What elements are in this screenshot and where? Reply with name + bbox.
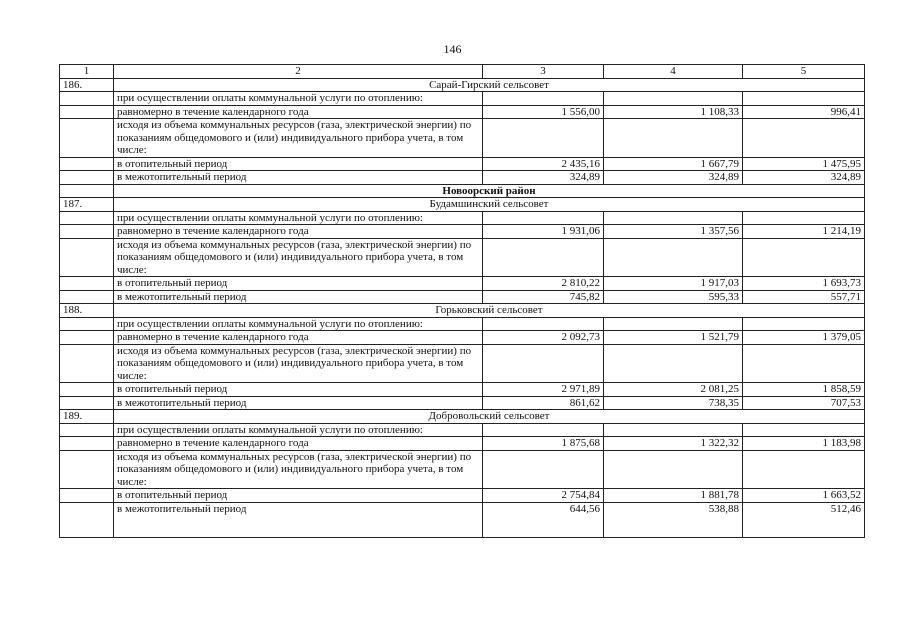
empty-cell (604, 92, 743, 106)
row-label: в межотопительный период (114, 171, 483, 185)
row-label: при осуществлении оплаты коммунальной услуги по отоплению: (114, 423, 483, 437)
empty-cell (60, 423, 114, 437)
value-col-3: 1 556,00 (483, 105, 604, 119)
value-col-5: 1 663,52 (743, 489, 865, 503)
value-col-3: 861,62 (483, 396, 604, 410)
row-label: при осуществлении оплаты коммунальной услуги по отоплению: (114, 92, 483, 106)
empty-cell (483, 344, 604, 383)
empty-cell (60, 290, 114, 304)
value-row (60, 489, 865, 503)
column-header-row (60, 65, 865, 79)
value-col-4: 1 917,03 (604, 277, 743, 291)
row-label: равномерно в течение календарного года (114, 105, 483, 119)
row-label: в отопительный период (114, 277, 483, 291)
row-label: при осуществлении оплаты коммунальной услуги по отоплению: (114, 317, 483, 331)
empty-cell (60, 171, 114, 185)
column-header: 2 (114, 65, 483, 79)
value-col-5: 1 379,05 (743, 331, 865, 345)
text-row (60, 423, 865, 437)
empty-cell (60, 277, 114, 291)
value-col-3: 2 810,22 (483, 277, 604, 291)
empty-cell (60, 317, 114, 331)
row-label: в межотопительный период (114, 502, 483, 537)
value-col-5: 324,89 (743, 171, 865, 185)
empty-cell (483, 238, 604, 277)
value-row (60, 331, 865, 345)
value-col-3: 2 754,84 (483, 489, 604, 503)
empty-cell (743, 423, 865, 437)
row-label: равномерно в течение календарного года (114, 225, 483, 239)
value-row (60, 157, 865, 171)
empty-cell (60, 383, 114, 397)
empty-cell (60, 331, 114, 345)
value-col-3: 1 931,06 (483, 225, 604, 239)
empty-cell (60, 157, 114, 171)
row-number: 188. (60, 304, 114, 318)
empty-cell (60, 502, 114, 537)
text-row (60, 92, 865, 106)
empty-cell (743, 238, 865, 277)
value-col-3: 644,56 (483, 502, 604, 537)
empty-cell (743, 119, 865, 158)
value-col-4: 738,35 (604, 396, 743, 410)
row-label: исходя из объема коммунальных ресурсов (газа, электрической энергии) по показаниям общедомового и (или) индивидуального прибора учета, в том числе: (114, 238, 483, 277)
settlement-name: Сарай-Гирский сельсовет (114, 78, 865, 92)
value-col-3: 2 092,73 (483, 331, 604, 345)
value-col-4: 1 357,56 (604, 225, 743, 239)
empty-cell (60, 344, 114, 383)
empty-cell (483, 119, 604, 158)
settlement-name: Будамшинский сельсовет (114, 198, 865, 212)
value-col-5: 1 183,98 (743, 437, 865, 451)
page-number: 146 (443, 42, 462, 56)
row-label: равномерно в течение календарного года (114, 437, 483, 451)
row-label: в отопительный период (114, 157, 483, 171)
empty-cell (60, 184, 114, 198)
value-col-4: 1 322,32 (604, 437, 743, 451)
value-col-5: 557,71 (743, 290, 865, 304)
column-header: 1 (60, 65, 114, 79)
value-col-3: 1 875,68 (483, 437, 604, 451)
empty-cell (60, 437, 114, 451)
tariff-table (59, 64, 865, 538)
column-header: 4 (604, 65, 743, 79)
row-label: исходя из объема коммунальных ресурсов (газа, электрической энергии) по показаниям общедомового и (или) индивидуального прибора учета, в том числе: (114, 450, 483, 489)
empty-cell (604, 119, 743, 158)
column-header: 5 (743, 65, 865, 79)
empty-cell (743, 92, 865, 106)
empty-cell (60, 450, 114, 489)
value-col-3: 324,89 (483, 171, 604, 185)
row-number: 187. (60, 198, 114, 212)
value-col-5: 1 214,19 (743, 225, 865, 239)
value-row (60, 502, 865, 537)
text-row (60, 238, 865, 277)
empty-cell (60, 489, 114, 503)
value-col-5: 1 693,73 (743, 277, 865, 291)
tariff-table-body (60, 65, 865, 538)
empty-cell (743, 344, 865, 383)
value-row (60, 290, 865, 304)
value-row (60, 383, 865, 397)
empty-cell (483, 317, 604, 331)
value-col-3: 2 435,16 (483, 157, 604, 171)
empty-cell (483, 211, 604, 225)
empty-cell (60, 105, 114, 119)
value-col-4: 324,89 (604, 171, 743, 185)
value-row (60, 225, 865, 239)
text-row (60, 344, 865, 383)
value-col-5: 512,46 (743, 502, 865, 537)
empty-cell (743, 450, 865, 489)
value-col-4: 1 521,79 (604, 331, 743, 345)
empty-cell (483, 450, 604, 489)
empty-cell (60, 92, 114, 106)
row-label: при осуществлении оплаты коммунальной услуги по отоплению: (114, 211, 483, 225)
empty-cell (60, 396, 114, 410)
text-row (60, 317, 865, 331)
district-row (60, 184, 865, 198)
empty-cell (743, 317, 865, 331)
district-name: Новоорский район (114, 184, 865, 198)
empty-cell (483, 423, 604, 437)
row-label: в межотопительный период (114, 396, 483, 410)
value-col-4: 1 881,78 (604, 489, 743, 503)
column-header: 3 (483, 65, 604, 79)
section-row (60, 304, 865, 318)
value-row (60, 396, 865, 410)
row-label: исходя из объема коммунальных ресурсов (газа, электрической энергии) по показаниям общедомового и (или) индивидуального прибора учета, в том числе: (114, 119, 483, 158)
row-label: исходя из объема коммунальных ресурсов (газа, электрической энергии) по показаниям общедомового и (или) индивидуального прибора учета, в том числе: (114, 344, 483, 383)
empty-cell (604, 423, 743, 437)
row-label: в отопительный период (114, 383, 483, 397)
value-col-4: 595,33 (604, 290, 743, 304)
value-row (60, 437, 865, 451)
empty-cell (604, 344, 743, 383)
settlement-name: Добровольский сельсовет (114, 410, 865, 424)
empty-cell (483, 92, 604, 106)
value-col-4: 1 667,79 (604, 157, 743, 171)
text-row (60, 450, 865, 489)
value-col-5: 707,53 (743, 396, 865, 410)
settlement-name: Горьковский сельсовет (114, 304, 865, 318)
section-row (60, 198, 865, 212)
row-number: 186. (60, 78, 114, 92)
value-col-3: 2 971,89 (483, 383, 604, 397)
row-label: равномерно в течение календарного года (114, 331, 483, 345)
value-col-5: 1 858,59 (743, 383, 865, 397)
value-row (60, 171, 865, 185)
text-row (60, 211, 865, 225)
value-row (60, 105, 865, 119)
section-row (60, 410, 865, 424)
empty-cell (604, 211, 743, 225)
value-col-3: 745,82 (483, 290, 604, 304)
value-col-4: 1 108,33 (604, 105, 743, 119)
empty-cell (60, 225, 114, 239)
section-row (60, 78, 865, 92)
value-col-5: 996,41 (743, 105, 865, 119)
row-number: 189. (60, 410, 114, 424)
empty-cell (60, 238, 114, 277)
empty-cell (60, 119, 114, 158)
empty-cell (604, 450, 743, 489)
text-row (60, 119, 865, 158)
empty-cell (60, 211, 114, 225)
empty-cell (604, 317, 743, 331)
row-label: в межотопительный период (114, 290, 483, 304)
value-row (60, 277, 865, 291)
value-col-4: 538,88 (604, 502, 743, 537)
value-col-4: 2 081,25 (604, 383, 743, 397)
empty-cell (604, 238, 743, 277)
empty-cell (743, 211, 865, 225)
row-label: в отопительный период (114, 489, 483, 503)
value-col-5: 1 475,95 (743, 157, 865, 171)
